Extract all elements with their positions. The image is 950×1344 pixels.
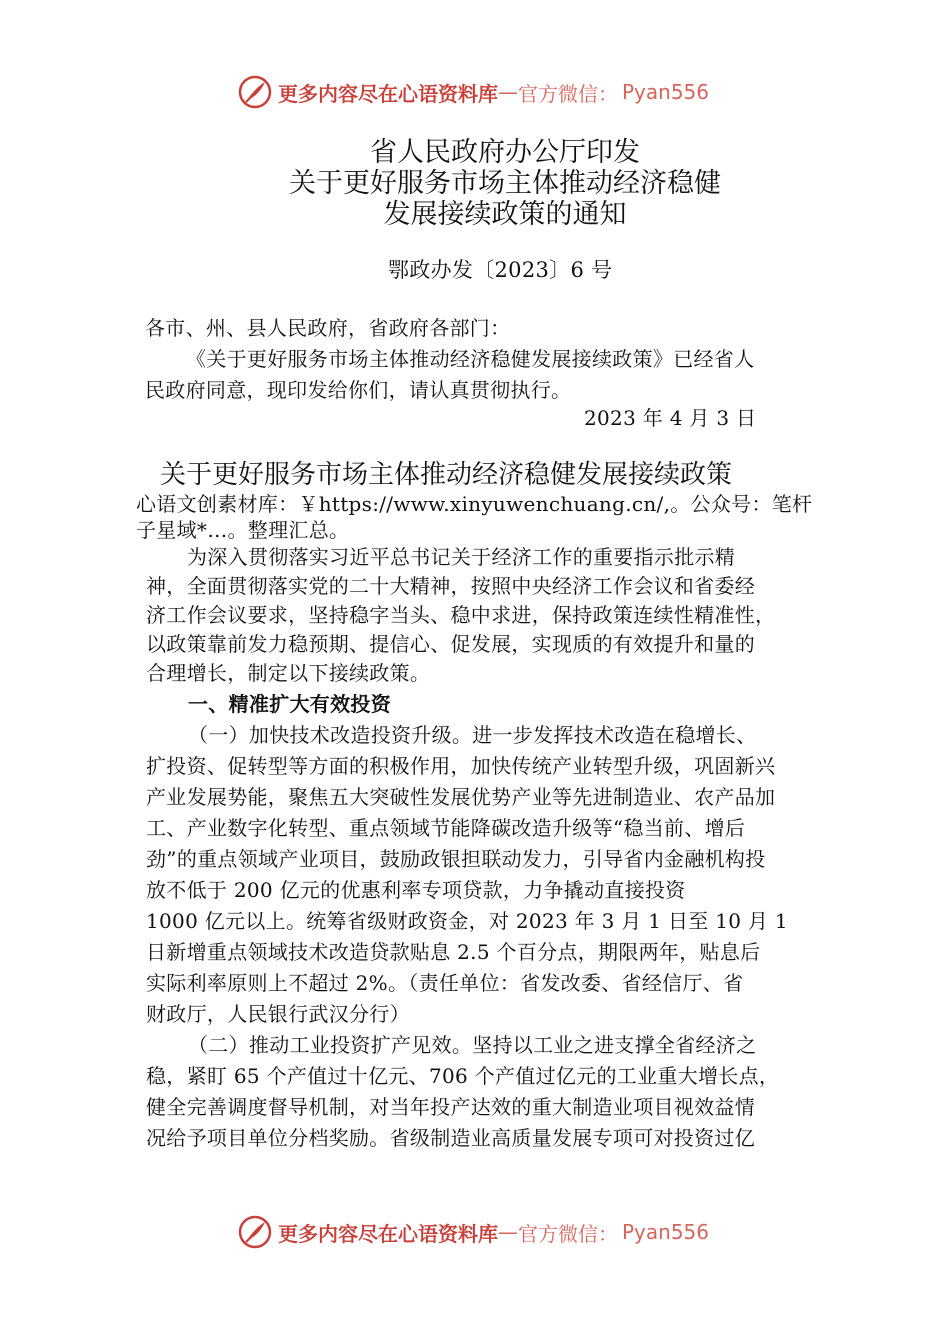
intro-line-3: 济工作会议要求，坚持稳字当头、稳中求进，保持政策连续性精准性， <box>146 603 776 627</box>
banner-title: 更多内容尽在心语资料库 <box>278 1221 498 1246</box>
source-line-2: 子星域*…。整理汇总。 <box>136 518 350 542</box>
item1-line-9: 实际利率原则上不超过 2%。（责任单位：省发改委、省经信厅、省 <box>146 971 744 995</box>
banner-wechat-label: 官方微信： <box>518 81 618 106</box>
item1-line-7: 1000 亿元以上。统筹省级财政资金，对 2023 年 3 月 1 日至 10 月 1 <box>146 909 788 933</box>
item1-line-10: 财政厅，人民银行武汉分行） <box>146 1002 410 1026</box>
banner-separator: — <box>498 1220 518 1244</box>
item1-line-3: 产业发展势能，聚焦五大突破性发展优势产业等先进制造业、农产品加 <box>146 785 776 809</box>
item1-line-4: 工、产业数字化转型、重点领域节能降碳改造升级等“稳当前、增后 <box>146 816 746 840</box>
intro-line-4: 以政策靠前发力稳预期、提信心、促发展，实现质的有效提升和量的 <box>146 632 755 656</box>
source-line-1: 心语文创素材库：￥https://www.xinyuwenchuang.cn/,。公众号：笔杆 <box>136 492 813 516</box>
notice-body-line-1: 《关于更好服务市场主体推动经济稳健发展接续政策》已经省人 <box>186 347 755 371</box>
item1-line-8: 日新增重点领域技术改造贷款贴息 2.5 个百分点，期限两年，贴息后 <box>146 940 761 964</box>
feather-pen-logo-icon <box>238 75 272 109</box>
item1-line-6: 放不低于 200 亿元的优惠利率专项贷款，力争撬动直接投资 <box>146 878 686 902</box>
intro-line-5: 合理增长，制定以下接续政策。 <box>146 661 431 685</box>
intro-line-2: 神，全面贯彻落实党的二十大精神，按照中央经济工作会议和省委经 <box>146 574 755 598</box>
notice-date: 2023 年 4 月 3 日 <box>584 406 757 430</box>
item2-line-2: 稳，紧盯 65 个产值过十亿元、706 个产值过亿元的工业重大增长点， <box>146 1064 780 1088</box>
item1-line-1: （一）加快技术改造投资升级。进一步发挥技术改造在稳增长、 <box>188 723 757 747</box>
section-1-heading: 一、精准扩大有效投资 <box>188 692 391 716</box>
banner-wechat-id: Pyan556 <box>622 80 710 104</box>
item2-line-3: 健全完善调度督导机制，对当年投产达效的重大制造业项目视效益情 <box>146 1095 755 1119</box>
item2-line-1: （二）推动工业投资扩产见效。坚持以工业之进支撑全省经济之 <box>188 1033 757 1057</box>
item2-line-4: 况给予项目单位分档奖励。省级制造业高质量发展专项可对投资过亿 <box>146 1126 755 1150</box>
header-banner <box>238 72 709 112</box>
policy-title: 关于更好服务市场主体推动经济稳健发展接续政策 <box>160 460 733 490</box>
doc-number: 鄂政办发〔2023〕6 号 <box>388 258 613 282</box>
banner-wechat-id: Pyan556 <box>622 1220 710 1244</box>
banner-title: 更多内容尽在心语资料库 <box>278 81 498 106</box>
notice-title-line-3: 发展接续政策的通知 <box>383 199 627 230</box>
feather-pen-logo-icon <box>238 1215 272 1249</box>
item1-line-5: 劲”的重点领域产业项目，鼓励政银担联动发力，引导省内金融机构投 <box>146 847 766 871</box>
banner-separator: — <box>498 80 518 104</box>
notice-title-line-2: 关于更好服务市场主体推动经济稳健 <box>289 168 721 199</box>
addressee: 各市、州、县人民政府，省政府各部门： <box>145 316 511 340</box>
notice-body-line-2: 民政府同意，现印发给你们，请认真贯彻执行。 <box>145 378 572 402</box>
notice-title-line-1: 省人民政府办公厅印发 <box>370 137 640 168</box>
item1-line-2: 扩投资、促转型等方面的积极作用，加快传统产业转型升级，巩固新兴 <box>146 754 776 778</box>
intro-line-1: 为深入贯彻落实习近平总书记关于经济工作的重要指示批示精 <box>187 545 736 569</box>
footer-banner <box>238 1212 709 1252</box>
banner-wechat-label: 官方微信： <box>518 1221 618 1246</box>
